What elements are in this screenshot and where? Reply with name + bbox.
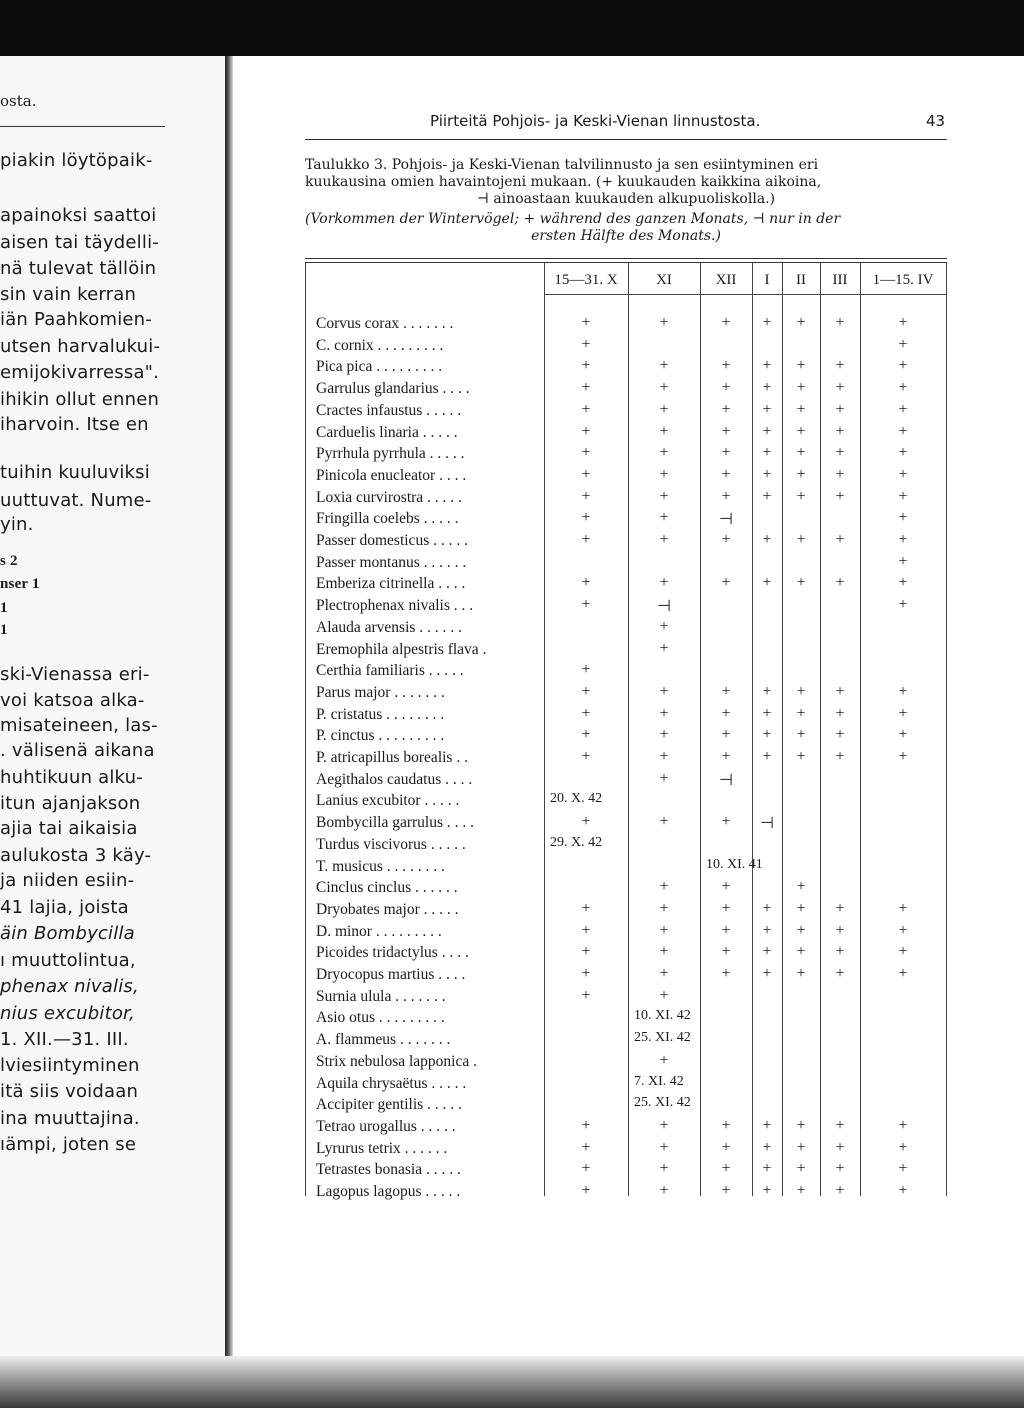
left-page-line: emijokivarressa". [0,362,160,383]
occurrence-mark: + [835,965,845,982]
occurrence-mark: + [796,357,806,375]
occurrence-mark: + [898,422,908,440]
occurrence-mark: + [721,1138,731,1156]
occurrence-mark: + [835,487,845,505]
occurrence-mark: + [581,986,591,1004]
occurrence-mark: + [659,574,669,592]
left-page-line: 41 lajia, joista [0,897,129,918]
left-page-line: itä siis voidaan [0,1081,139,1102]
occurrence-mark: + [659,899,669,917]
occurrence-mark: + [581,357,591,375]
occurrence-mark: + [581,921,591,939]
species-name: C. cornix . . . . . . . . . [316,336,444,354]
occurrence-mark: + [796,899,806,917]
species-name: Emberiza citrinella . . . . [316,575,466,593]
occurrence-mark: + [581,726,591,744]
occurrence-mark: + [796,465,806,483]
species-name: Passer domesticus . . . . . [316,532,468,549]
scan-bottom-border [0,1356,1024,1408]
occurrence-mark: + [581,444,591,462]
left-page-line: uuttuvat. Nume- [0,490,152,511]
occurrence-mark: + [835,1160,845,1178]
occurrence-mark: + [721,965,731,982]
occurrence-mark: ⊣ [657,598,671,616]
occurrence-mark: + [796,726,806,744]
left-page-line: 1. XII.—31. III. [0,1029,129,1050]
observation-date: 10. XI. 42 [634,1008,691,1024]
occurrence-mark: + [581,1182,591,1199]
occurrence-mark: + [721,748,731,765]
occurrence-mark: + [762,748,772,765]
occurrence-mark: + [581,899,591,917]
species-name: Picoides tridactylus . . . . [316,944,469,962]
occurrence-mark: + [659,357,669,375]
observation-date: 29. X. 42 [550,834,603,850]
observation-date: 20. X. 42 [550,791,603,807]
occurrence-mark: + [659,878,669,896]
occurrence-mark: + [581,596,591,614]
left-page-line: apainoksi saattoi [0,205,157,226]
occurrence-mark: ⊣ [760,815,774,833]
occurrence-mark: + [762,726,772,744]
species-name: Accipiter gentilis . . . . . [316,1096,462,1114]
left-page-head-rule [0,126,165,127]
occurrence-mark: + [581,531,591,548]
species-name: Corvus corax . . . . . . . [316,315,454,332]
occurrence-mark: + [659,465,669,483]
species-name: Turdus viscivorus . . . . . [316,835,466,853]
left-page-line: ski-Vienassa eri- [0,664,150,685]
occurrence-mark: + [721,531,731,548]
left-page-line: . välisenä aikana [0,740,155,761]
occurrence-mark: + [898,357,908,375]
species-name: Cinclus cinclus . . . . . . [316,879,458,897]
left-page-line: ihikin ollut ennen [0,389,160,410]
occurrence-mark: + [796,444,806,462]
occurrence-mark: + [762,444,772,462]
occurrence-mark: + [762,682,772,700]
occurrence-mark: + [898,921,908,939]
occurrence-mark: + [898,899,908,917]
occurrence-mark: + [659,943,669,961]
occurrence-mark: + [898,379,908,397]
species-name: P. cinctus . . . . . . . . . [316,727,445,745]
occurrence-mark: + [796,1116,806,1134]
left-page-line: utsen harvalukui- [0,336,161,357]
occurrence-mark: + [762,487,772,505]
species-name: Fringilla coelebs . . . . . [316,510,459,528]
occurrence-mark: + [721,1116,731,1134]
occurrence-mark: + [659,1182,669,1199]
table-caption-line-3: ⊣ ainoastaan kuukauden alkupuoliskolla.) [476,191,776,207]
occurrence-mark: + [581,574,591,592]
species-name: Tetrastes bonasia . . . . . [316,1161,461,1179]
occurrence-mark: + [762,1138,772,1156]
table-caption-line-4: (Vorkommen der Wintervögel; + während des ganzen Monats, ⊣ nur in der [305,211,841,227]
occurrence-mark: + [659,921,669,939]
table-column-header: 15—31. X [554,272,618,288]
species-name: Lyrurus tetrix . . . . . . [316,1139,448,1157]
occurrence-mark: + [581,965,591,982]
left-page-line: ja niiden esiin- [0,870,135,891]
species-name: Loxia curvirostra . . . . . [316,488,462,506]
table-caption-line-5: ersten Hälfte des Monats.) [531,228,721,244]
occurrence-mark: + [835,899,845,917]
table-column-rule [946,262,947,1196]
left-page-line: nius excubitor, [0,1003,135,1024]
species-name: Dryobates major . . . . . [316,900,459,918]
observation-date: 10. XI. 41 [706,856,763,872]
occurrence-mark: + [721,444,731,462]
occurrence-mark: + [721,899,731,917]
occurrence-mark: + [835,422,845,440]
table-caption-line-2: kuukausina omien havaintojeni mukaan. (+ kuukauden kaikkina aikoina, [305,174,822,190]
occurrence-mark: + [762,704,772,722]
occurrence-mark: + [898,682,908,700]
table-column-header: XI [656,272,672,288]
left-page-line: yin. [0,514,34,535]
table-column-header: 1—15. IV [872,272,934,288]
occurrence-mark: + [762,899,772,917]
occurrence-mark: + [898,596,908,614]
left-page-line: huhtikuun alku- [0,767,143,788]
left-page-line: itun ajanjakson [0,793,141,814]
species-name: Garrulus glandarius . . . . [316,380,470,398]
occurrence-mark: + [898,1182,908,1199]
occurrence-mark: + [796,531,806,548]
occurrence-mark: + [898,509,908,527]
occurrence-mark: + [581,465,591,483]
species-name: P. cristatus . . . . . . . . [316,705,445,723]
book-gutter [225,56,233,1356]
left-page-line: lviesiintyminen [0,1055,140,1076]
left-page-line: piakin löytöpaik- [0,150,153,171]
occurrence-mark: + [796,704,806,722]
species-name: Strix nebulosa lapponica . [316,1052,477,1070]
occurrence-mark: + [581,1160,591,1178]
left-page-line: iharvoin. Itse en [0,414,149,435]
occurrence-mark: + [721,813,731,831]
occurrence-mark: + [796,965,806,982]
occurrence-mark: + [835,704,845,722]
occurrence-mark: + [835,574,845,592]
occurrence-mark: + [659,748,669,765]
occurrence-mark: + [898,444,908,462]
occurrence-mark: + [659,813,669,831]
occurrence-mark: + [721,921,731,939]
occurrence-mark: + [581,682,591,700]
table-column-header: XII [715,272,737,288]
table-column-header: II [796,272,806,288]
occurrence-mark: + [762,1116,772,1134]
occurrence-mark: + [898,487,908,505]
occurrence-mark: + [659,639,669,657]
occurrence-mark: + [762,465,772,483]
occurrence-mark: + [721,1160,731,1178]
occurrence-mark: + [796,682,806,700]
occurrence-mark: + [835,531,845,548]
occurrence-mark: + [796,878,806,896]
table-column-rule [305,262,306,1196]
occurrence-mark: + [796,314,806,331]
occurrence-mark: + [898,965,908,982]
left-page-line: 1 [0,600,8,616]
observation-date: 7. XI. 42 [634,1073,684,1089]
occurrence-mark: + [581,661,591,679]
occurrence-mark: + [721,1182,731,1199]
occurrence-mark: + [581,943,591,961]
occurrence-mark: + [721,704,731,722]
species-name: Carduelis linaria . . . . . [316,423,458,441]
species-name: Pica pica . . . . . . . . . [316,358,443,376]
species-name: Pinicola enucleator . . . . [316,466,467,484]
occurrence-mark: + [659,314,669,331]
occurrence-mark: + [762,1182,772,1199]
observation-date: 25. XI. 42 [634,1030,691,1046]
species-name: A. flammeus . . . . . . . [316,1031,451,1049]
left-page-line: sin vain kerran [0,284,137,305]
left-page-line: nä tulevat tällöin [0,258,157,279]
occurrence-mark: + [581,1116,591,1134]
table-caption-line-1: Taulukko 3. Pohjois- ja Keski-Vienan talvilinnusto ja sen esiintyminen eri [305,157,819,173]
occurrence-mark: + [898,748,908,765]
occurrence-mark: + [796,921,806,939]
occurrence-mark: + [581,335,591,353]
occurrence-mark: + [796,943,806,961]
occurrence-mark: ⊣ [719,511,733,529]
species-name: Cractes infaustus . . . . . [316,401,462,419]
species-name: Dryocopus martius . . . . [316,966,466,983]
occurrence-mark: + [581,748,591,765]
occurrence-mark: + [835,726,845,744]
occurrence-mark: + [581,509,591,527]
occurrence-mark: + [835,1116,845,1134]
left-page-running-head: osta. [0,92,37,110]
species-name: Plectrophenax nivalis . . . [316,597,474,615]
occurrence-mark: + [659,1138,669,1156]
occurrence-mark: + [762,379,772,397]
occurrence-mark: + [659,617,669,635]
occurrence-mark: + [796,422,806,440]
occurrence-mark: + [581,400,591,418]
occurrence-mark: + [659,769,669,787]
left-page-line: s 2 [0,553,18,569]
species-name: Eremophila alpestris flava . [316,640,487,658]
occurrence-mark: + [898,726,908,744]
occurrence-mark: + [659,965,669,982]
left-page-line: ina muuttajina. [0,1108,140,1129]
occurrence-mark: + [762,943,772,961]
occurrence-mark: + [898,531,908,548]
occurrence-mark: + [659,444,669,462]
occurrence-mark: + [796,1138,806,1156]
species-name: P. atricapillus borealis . . [316,749,468,766]
occurrence-mark: + [835,465,845,483]
occurrence-mark: + [581,314,591,331]
occurrence-mark: + [721,400,731,418]
occurrence-mark: + [835,943,845,961]
occurrence-mark: + [581,813,591,831]
species-name: T. musicus . . . . . . . . [316,857,445,875]
occurrence-mark: + [835,682,845,700]
occurrence-mark: + [898,704,908,722]
occurrence-mark: + [898,574,908,592]
occurrence-mark: + [835,921,845,939]
occurrence-mark: + [898,1116,908,1134]
occurrence-mark: + [796,400,806,418]
occurrence-mark: + [796,1160,806,1178]
species-name: Passer montanus . . . . . . [316,553,467,571]
occurrence-mark: + [581,379,591,397]
occurrence-mark: + [721,682,731,700]
occurrence-mark: + [835,314,845,331]
occurrence-mark: + [659,1160,669,1178]
occurrence-mark: + [796,574,806,592]
occurrence-mark: + [762,1160,772,1178]
occurrence-mark: + [898,943,908,961]
left-page-line: iän Paahkomien- [0,309,152,330]
occurrence-mark: + [762,921,772,939]
occurrence-mark: + [898,1138,908,1156]
species-name: Aegithalos caudatus . . . . [316,770,473,788]
species-name: D. minor . . . . . . . . . [316,922,442,940]
occurrence-mark: + [659,487,669,505]
occurrence-mark: + [796,487,806,505]
occurrence-mark: + [659,986,669,1004]
observation-date: 25. XI. 42 [634,1095,691,1111]
species-name: Lanius excubitor . . . . . [316,792,460,810]
left-page-line: phenax nivalis, [0,976,139,997]
occurrence-mark: + [581,1138,591,1156]
occurrence-mark: + [835,444,845,462]
left-page-line: aulukosta 3 käy- [0,845,152,866]
occurrence-mark: + [581,487,591,505]
species-name: Surnia ulula . . . . . . . [316,987,446,1005]
species-name: Pyrrhula pyrrhula . . . . . [316,445,465,463]
occurrence-mark: + [659,531,669,548]
species-name: Aquila chrysaëtus . . . . . [316,1074,467,1092]
species-name: Asio otus . . . . . . . . . [316,1009,445,1027]
table-header-rule [544,294,947,295]
occurrence-mark: + [659,1051,669,1069]
occurrence-mark: + [835,748,845,765]
species-name: Lagopus lagopus . . . . . [316,1183,461,1200]
occurrence-mark: + [721,487,731,505]
occurrence-mark: + [721,878,731,896]
occurrence-mark: + [581,422,591,440]
occurrence-mark: + [721,574,731,592]
scan-top-border [0,0,1024,56]
occurrence-mark: + [762,400,772,418]
species-name: Bombycilla garrulus . . . . [316,814,474,832]
occurrence-mark: + [721,314,731,331]
occurrence-mark: + [898,552,908,570]
table-column-header: III [832,272,848,288]
left-page-line: ı muuttolintua, [0,950,136,971]
left-page-line: ajia tai aikaisia [0,818,138,839]
occurrence-mark: + [721,726,731,744]
left-page-line: äin Bombycilla [0,923,135,944]
page-number: 43 [926,112,946,130]
species-name: Alauda arvensis . . . . . . [316,618,462,636]
occurrence-mark: + [721,465,731,483]
occurrence-mark: + [659,379,669,397]
occurrence-mark: + [762,314,772,331]
occurrence-mark: + [898,1160,908,1178]
occurrence-mark: + [796,379,806,397]
running-title: Piirteitä Pohjois- ja Keski-Vienan linnustosta. [430,112,761,130]
occurrence-mark: ⊣ [719,771,733,789]
occurrence-mark: + [659,509,669,527]
occurrence-mark: + [659,704,669,722]
header-rule [305,139,947,140]
occurrence-mark: + [835,1138,845,1156]
left-page-line: misateineen, las- [0,715,158,736]
occurrence-mark: + [721,943,731,961]
occurrence-mark: + [721,422,731,440]
occurrence-mark: + [721,379,731,397]
occurrence-mark: + [659,682,669,700]
left-page-line: nser 1 [0,576,40,592]
occurrence-mark: + [898,465,908,483]
occurrence-mark: + [762,357,772,375]
occurrence-mark: + [898,335,908,353]
occurrence-mark: + [581,704,591,722]
occurrence-mark: + [659,1116,669,1134]
occurrence-mark: + [835,400,845,418]
occurrence-mark: + [659,422,669,440]
occurrence-mark: + [659,400,669,418]
occurrence-mark: + [796,748,806,765]
occurrence-mark: + [721,357,731,375]
occurrence-mark: + [659,726,669,744]
table-column-header: I [764,272,770,288]
left-page-line: voi katsoa alka- [0,690,145,711]
occurrence-mark: + [835,1182,845,1199]
left-page-line: tuihin kuuluviksi [0,462,150,483]
species-name: Tetrao urogallus . . . . . [316,1117,456,1135]
occurrence-mark: + [898,400,908,418]
occurrence-mark: + [762,574,772,592]
species-name: Parus major . . . . . . . [316,683,445,701]
left-page-line: 1 [0,622,8,638]
occurrence-mark: + [796,1182,806,1199]
occurrence-mark: + [762,531,772,548]
occurrence-mark: + [898,314,908,331]
occurrence-mark: + [762,965,772,982]
occurrence-mark: + [762,422,772,440]
table-top-rule [305,258,947,263]
occurrence-mark: + [835,357,845,375]
occurrence-mark: + [835,379,845,397]
left-page-line: ıämpi, joten se [0,1134,137,1155]
species-name: Certhia familiaris . . . . . [316,662,464,680]
left-page-line: aisen tai täydelli- [0,232,159,253]
